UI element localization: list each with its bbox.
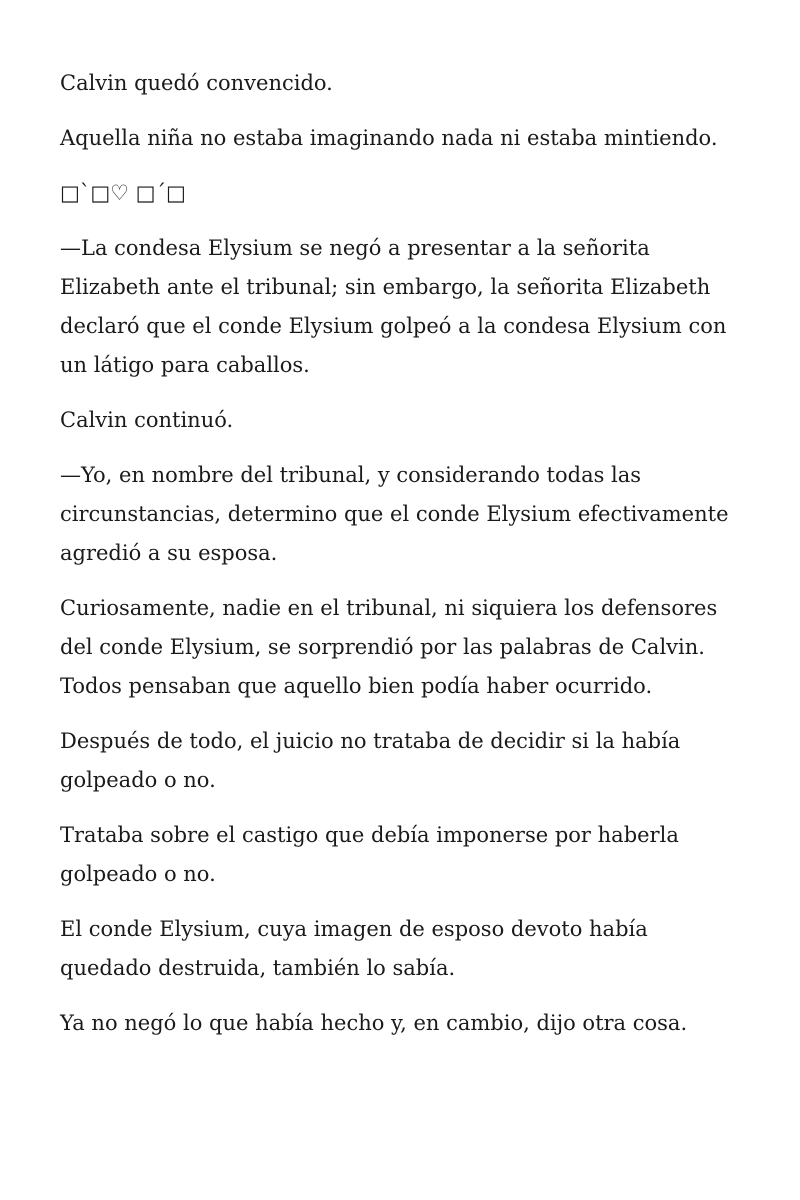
paragraph: Calvin quedó convencido. — [60, 71, 333, 95]
scene-break-ornament: □`□♡ □´□ — [60, 181, 186, 205]
paragraph: El conde Elysium, cuya imagen de esposo devoto había quedado destruida, también lo sabía. — [60, 917, 648, 980]
paragraph: —Yo, en nombre del tribunal, y considerando todas las circunstancias, determino que el conde Elysium efectivamente agredió a su esposa. — [60, 463, 729, 565]
paragraph: Calvin continuó. — [60, 408, 234, 432]
paragraph: Curiosamente, nadie en el tribunal, ni siquiera los defensores del conde Elysium, se sorprendió por las palabras de Calvin. Todos pensaban que aquello bien podía haber ocurrido. — [60, 596, 718, 698]
paragraph: —La condesa Elysium se negó a presentar a la señorita Elizabeth ante el tribunal; sin embargo, la señorita Elizabeth declaró que el conde Elysium golpeó a la condesa Elysium con un látigo para caballos. — [60, 236, 727, 377]
paragraph: Trataba sobre el castigo que debía imponerse por haberla golpeado o no. — [60, 823, 679, 886]
document-body — [60, 64, 740, 1059]
paragraph: Ya no negó lo que había hecho y, en cambio, dijo otra cosa. — [60, 1011, 688, 1035]
paragraph: Aquella niña no estaba imaginando nada ni estaba mintiendo. — [60, 126, 718, 150]
paragraph: Después de todo, el juicio no trataba de decidir si la había golpeado o no. — [60, 729, 681, 792]
